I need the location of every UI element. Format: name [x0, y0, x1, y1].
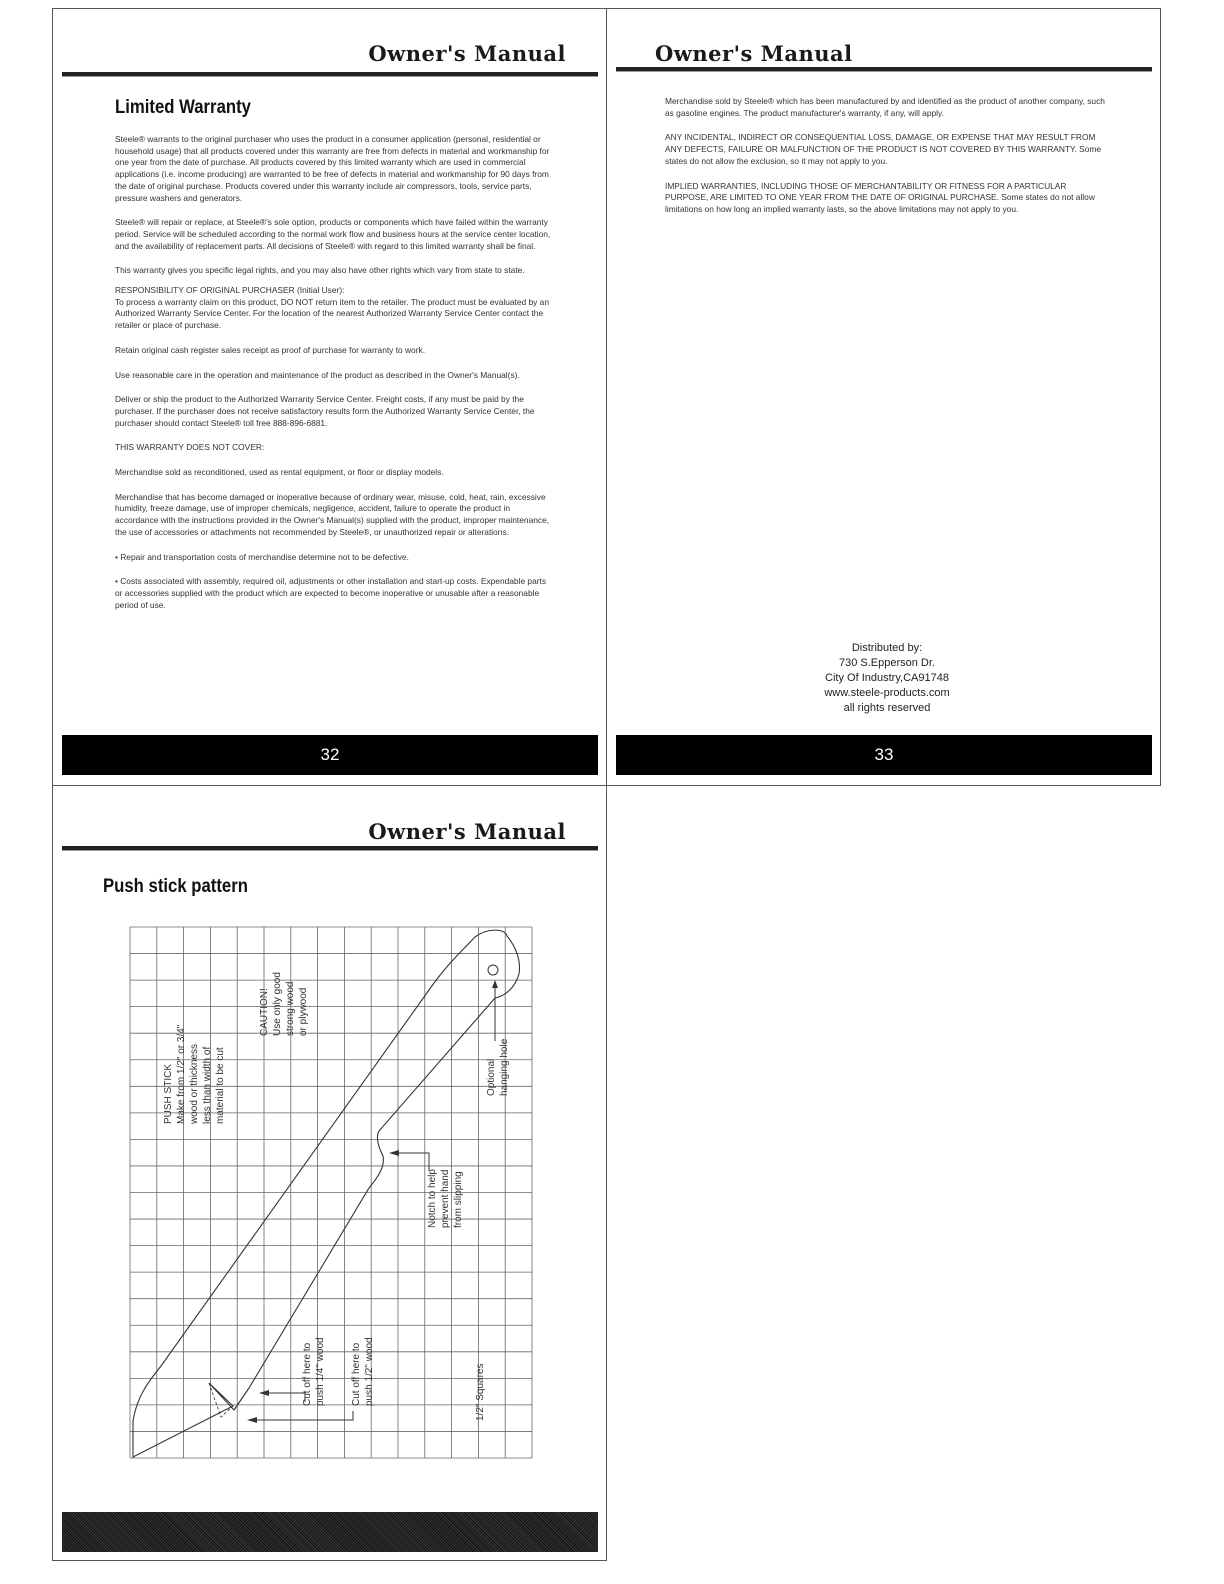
page-32-footer: 32: [62, 735, 598, 775]
page-33-header: Owner's Manual: [655, 41, 853, 66]
notch-leader: [391, 1153, 429, 1171]
distributor-address: 730 S.Epperson Dr.: [838, 657, 935, 669]
page-33-header-rule: [616, 67, 1152, 72]
push-stick-label-5: material to be cut: [215, 1047, 226, 1124]
notch-label-3: from slipping: [453, 1171, 464, 1228]
cut-half-label-1: Cut off here to: [351, 1342, 362, 1406]
squares-label: 1/2" Squares: [475, 1363, 486, 1421]
caution-label-2: Use only good: [272, 972, 283, 1036]
caution-label-group: [259, 972, 309, 1036]
page-34-footer: [62, 1512, 598, 1552]
warranty-paragraph-2: Steele® will repair or replace, at Steele®'s sole option, products or components which have failed within the warranty period. Service will be scheduled according to the normal work flow and business hours at the service center location, and the availability of replacement parts. All decisions of Steele® with regard to this limited warranty shall be final.: [115, 217, 551, 251]
notch-arrowhead: [389, 1150, 399, 1156]
push-stick-label-4: less than width of: [202, 1046, 213, 1124]
cut-half-label-2: push 1/2" wood: [364, 1337, 375, 1406]
warranty-paragraph-7: Deliver or ship the product to the Authorized Warranty Service Center. Freight costs, if any must be paid by the purchaser. If the purchaser does not receive satisfactory results form the Authorized Warranty Service Center, the purchaser should contact Steele® toll free 888-896-6881.: [115, 394, 535, 428]
grid-lines: [130, 927, 532, 1458]
page-33-body: [665, 96, 1105, 229]
caution-label-4: or plywood: [298, 987, 309, 1036]
push-stick-label-3: wood or thickness: [189, 1043, 200, 1124]
warranty-paragraph-6: Use reasonable care in the operation and maintenance of the product as described in the Owner's Manual(s).: [115, 369, 520, 380]
caution-label-1: CAUTION!: [259, 988, 270, 1036]
distributor-label: Distributed by:: [851, 642, 923, 654]
cut-quarter-label-2: push 1/4" wood: [315, 1337, 326, 1406]
page-33-footer: 33: [616, 735, 1152, 775]
distributor-rights: all rights reserved: [843, 702, 931, 714]
responsibility-heading: RESPONSIBILITY OF ORIGINAL PURCHASER (Initial User):: [115, 285, 345, 296]
page-34-header: Owner's Manual: [368, 819, 566, 844]
push-stick-label-1: PUSH STICK: [163, 1063, 174, 1124]
hanging-hole-arrowhead: [492, 980, 498, 988]
page-34-panel: [52, 785, 607, 1561]
warranty-bullet-2: • Costs associated with assembly, required oil, adjustments or other installation and start-up costs. Expendable parts or accessories supplied with the product which are expected to become inoperative or unusable after a reasonable period of use.: [115, 576, 547, 610]
push-stick-diagram: [129, 926, 533, 1461]
warranty-paragraph-11: ANY INCIDENTAL, INDIRECT OR CONSEQUENTIAL LOSS, DAMAGE, OR EXPENSE THAT MAY RESULT FROM ANY DEFECTS, FAILURE OR MALFUNCTION OF THE PRODUCT IS NOT COVERED BY THIS WARRANTY. Some states do not allow the exclusion, so it may not apply to you.: [665, 132, 1102, 166]
cut-quarter-label-1: Cut off here to: [302, 1342, 313, 1406]
push-stick-label-group: [163, 1024, 226, 1125]
hanging-hole-label-2: hanging hole: [499, 1038, 510, 1096]
hanging-hole-circle: [488, 965, 498, 975]
distributor-website: www.steele-products.com: [824, 687, 950, 699]
page-32-header: Owner's Manual: [368, 41, 566, 66]
page-32-body: [115, 134, 555, 624]
hanging-hole-label-group: [486, 1038, 510, 1096]
warranty-paragraph-4: To process a warranty claim on this product, DO NOT return item to the retailer. The product must be evaluated by an Authorized Warranty Service Center. For the location of the nearest Authorized Warranty Service Center contact the retailer or place of purchase.: [115, 296, 549, 331]
distributor-city: City Of Industry,CA91748: [825, 672, 949, 684]
distributor-block: [787, 641, 987, 716]
page-32-panel: [52, 8, 607, 786]
page-34-header-rule: [62, 846, 598, 851]
squares-label-group: [475, 1364, 486, 1421]
not-cover-heading: THIS WARRANTY DOES NOT COVER:: [115, 442, 265, 453]
cut-half-arrowhead: [247, 1417, 257, 1423]
hanging-hole-label-1: Optional: [486, 1058, 497, 1096]
page-32-section-title: Limited Warranty: [115, 97, 251, 118]
cut-half-label-group: [351, 1337, 375, 1406]
push-stick-label-2: Make from 1/2" or 3/4": [176, 1024, 187, 1124]
notch-label-group: [427, 1169, 464, 1228]
warranty-paragraph-9: Merchandise that has become damaged or inoperative because of ordinary wear, misuse, cold, heat, rain, excessive humidity, freeze damage, use of improper chemicals, negligence, accident, failure to operate the product in accordance with the instructions provided in the Owner's Manual(s) supplied with the product, improper maintenance, the use of accessories or attachments not recommended by Steele®, or unauthorized repair or alterations.: [115, 491, 550, 537]
notch-label-1: Notch to help: [427, 1169, 438, 1228]
warranty-paragraph-12: IMPLIED WARRANTIES, INCLUDING THOSE OF MERCHANTABILITY OR FITNESS FOR A PARTICULAR PURPOSE, ARE LIMITED TO ONE YEAR FROM THE DATE OF ORIGINAL PURCHASE. Some states do not allow limitations on how long an implied warranty lasts, so the above limitations may not apply to you.: [665, 180, 1095, 214]
notch-label-2: prevent hand: [440, 1169, 451, 1228]
warranty-paragraph-1: Steele® warrants to the original purchaser who uses the product in a consumer application (personal, residential or household usage) that all products covered under this warranty are free from defects in material and workmanship for one year from the date of purchase. All products covered by this limited warranty which are used in commercial applications (i.e. income producing) are warranted to be free of defects in material and workmanship for 90 days from the date of original purchase. Products covered under this warranty include air compressors, tools, service parts, pressure washers and generators.: [115, 134, 550, 203]
push-stick-pattern-svg: [129, 926, 533, 1461]
warranty-bullet-1: • Repair and transportation costs of merchandise determine not to be defective.: [115, 551, 409, 562]
warranty-paragraph-10: Merchandise sold by Steele® which has been manufactured by and identified as the product of another company, such as gasoline engines. The product manufacturer's warranty, if any, will apply.: [665, 96, 1105, 118]
warranty-paragraph-3: This warranty gives you specific legal rights, and you may also have other rights which vary from state to state.: [115, 265, 525, 276]
cut-quarter-leader: [264, 1393, 305, 1402]
cut-line-1: [234, 1388, 249, 1410]
page-32-header-rule: [62, 72, 598, 77]
cut-quarter-label-group: [302, 1337, 326, 1406]
warranty-paragraph-5: Retain original cash register sales receipt as proof of purchase for warranty to work.: [115, 344, 426, 355]
warranty-paragraph-8: Merchandise sold as reconditioned, used as rental equipment, or floor or display models.: [115, 467, 444, 478]
caution-label-3: strong wood: [285, 981, 296, 1036]
cut-half-leader: [253, 1411, 353, 1420]
page-33-panel: [606, 8, 1161, 786]
page-34-section-title: Push stick pattern: [103, 876, 248, 897]
